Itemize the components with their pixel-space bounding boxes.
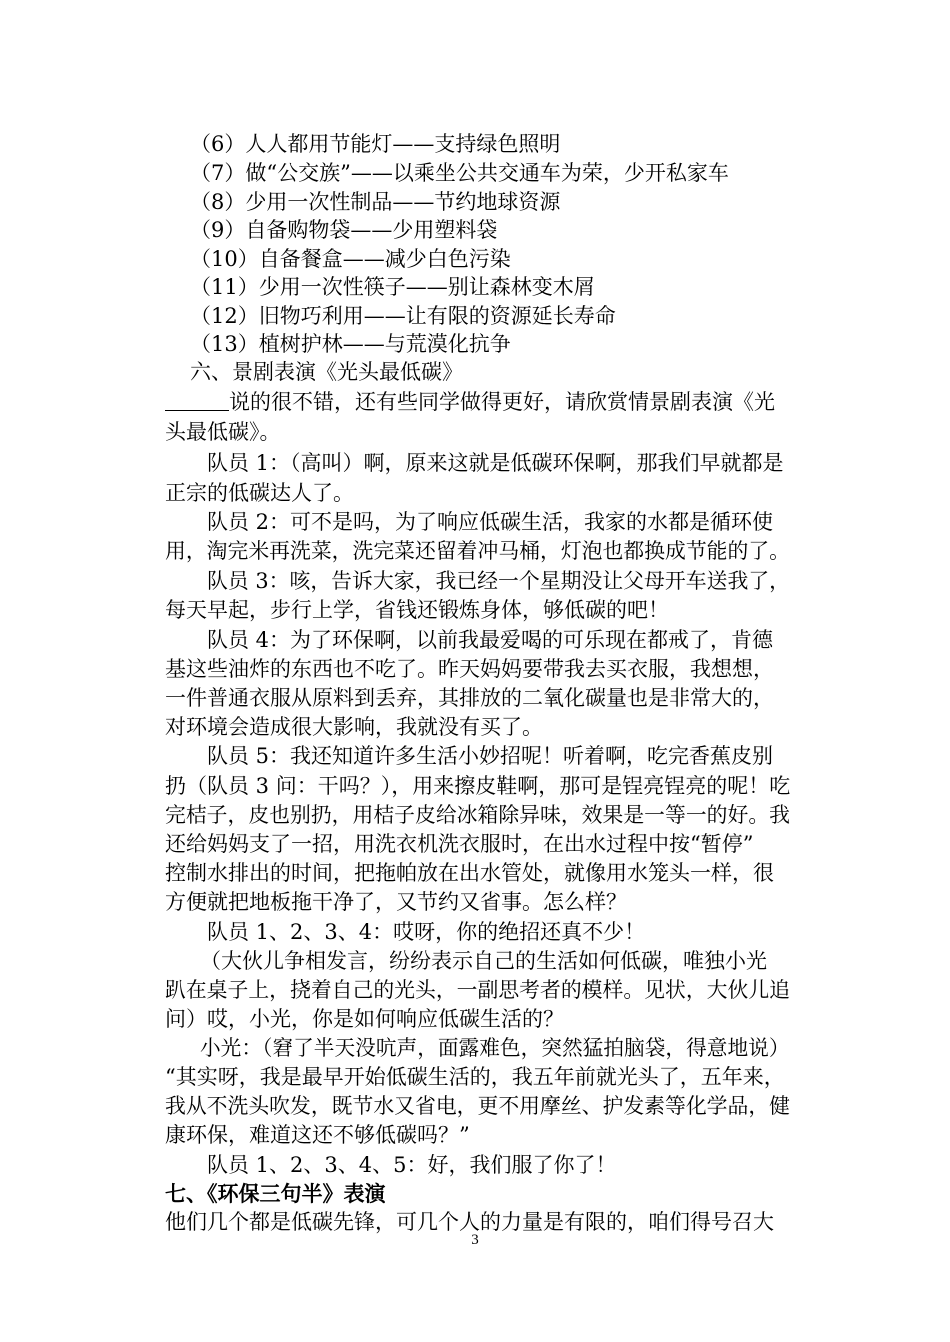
dialog-line: 基这些油炸的东西也不吃了。昨天妈妈要带我去买衣服，我想想， [165, 657, 774, 681]
dialog-line: 控制水排出的时间，把拖帕放在出水管处，就像用水笼头一样，很 [165, 861, 774, 885]
dialog-line: 小光：（窘了半天没吭声，面露难色，突然猛拍脑袋，得意地说） [200, 1036, 790, 1060]
stage-direction: 问）哎，小光，你是如何响应低碳生活的？ [165, 1007, 564, 1031]
list-item: （11）少用一次性筷子——别让森林变木屑 [190, 275, 595, 299]
list-item: （10）自备餐盒——减少白色污染 [190, 247, 511, 271]
section-6-title: 六、景剧表演《光头最低碳》 [190, 360, 463, 384]
list-item: （8）少用一次性制品——节约地球资源 [190, 190, 561, 214]
section-7-title: 七、《环保三句半》表演 [165, 1181, 386, 1206]
dialog-line: 方便就把地板拖干净了，又节约又省事。怎么样？ [165, 890, 627, 914]
dialog-line: 队员 2：可不是吗，为了响应低碳生活，我家的水都是循环使 [207, 510, 774, 534]
list-item: （12）旧物巧利用——让有限的资源延长寿命 [190, 304, 616, 328]
stage-direction: （大伙儿争相发言，纷纷表示自己的生活如何低碳，唯独小光 [200, 949, 767, 973]
dialog-line: 还给妈妈支了一招，用洗衣机洗衣服时，在出水过程中按“暂停” [165, 832, 754, 856]
dialog-line: 队员 1：（高叫）啊，原来这就是低碳环保啊，那我们早就都是 [207, 451, 784, 475]
dialog-line: 一件普通衣服从原料到丢弃，其排放的二氧化碳量也是非常大的， [165, 686, 774, 710]
dialog-line: 用，淘完米再洗菜，洗完菜还留着冲马桶，灯泡也都换成节能的了。 [165, 539, 791, 563]
dialog-line: 对环境会造成很大影响，我就没有买了。 [165, 715, 543, 739]
list-item: （6）人人都用节能灯——支持绿色照明 [190, 132, 561, 156]
list-item: （7）做“公交族”——以乘坐公共交通车为荣，少开私家车 [190, 161, 729, 185]
dialog-line: 正宗的低碳达人了。 [165, 481, 354, 505]
dialog-line: 我从不洗头吹发，既节水又省电，更不用摩丝、护发素等化学品，健 [165, 1094, 791, 1118]
dialog-line: 队员 3：咳，告诉大家，我已经一个星期没让父母开车送我了， [207, 569, 791, 593]
dialog-line: 队员 4：为了环保啊，以前我最爱喝的可乐现在都戒了，肯德 [207, 628, 774, 652]
fill-in-blank [165, 390, 229, 411]
intro-line-1 [165, 388, 775, 416]
dialog-line: 扔（队员 3 问：干吗？），用来擦皮鞋啊，那可是锃亮锃亮的呢！吃 [165, 774, 791, 798]
intro-text: 说的很不错，还有些同学做得更好，请欣赏情景剧表演《光 [229, 390, 775, 414]
intro-line-2: 头最低碳》。 [165, 420, 281, 444]
dialog-line: “其实呀，我是最早开始低碳生活的，我五年前就光头了，五年来， [165, 1065, 785, 1089]
list-item: （9）自备购物袋——少用塑料袋 [190, 218, 498, 242]
dialog-line: 每天早起，步行上学，省钱还锻炼身体，够低碳的吧！ [165, 598, 669, 622]
closing-line: 他们几个都是低碳先锋，可几个人的力量是有限的，咱们得号召大 [165, 1210, 774, 1234]
stage-direction: 趴在桌子上，挠着自己的光头，一副思考者的模样。见状，大伙儿追 [165, 978, 791, 1002]
list-item: （13）植树护林——与荒漠化抗争 [190, 332, 511, 356]
dialog-line: 康环保，难道这还不够低碳吗？” [165, 1123, 470, 1147]
page-number: 3 [471, 1232, 479, 1248]
dialog-line: 队员 1、2、3、4：哎呀，你的绝招还真不少！ [207, 920, 646, 944]
dialog-line: 队员 5：我还知道许多生活小妙招呢！听着啊，吃完香蕉皮别 [207, 744, 774, 768]
dialog-line: 完桔子，皮也别扔，用桔子皮给冰箱除异味，效果是一等一的好。我 [165, 803, 791, 827]
dialog-line: 队员 1、2、3、4、5：好，我们服了你了！ [207, 1153, 617, 1177]
